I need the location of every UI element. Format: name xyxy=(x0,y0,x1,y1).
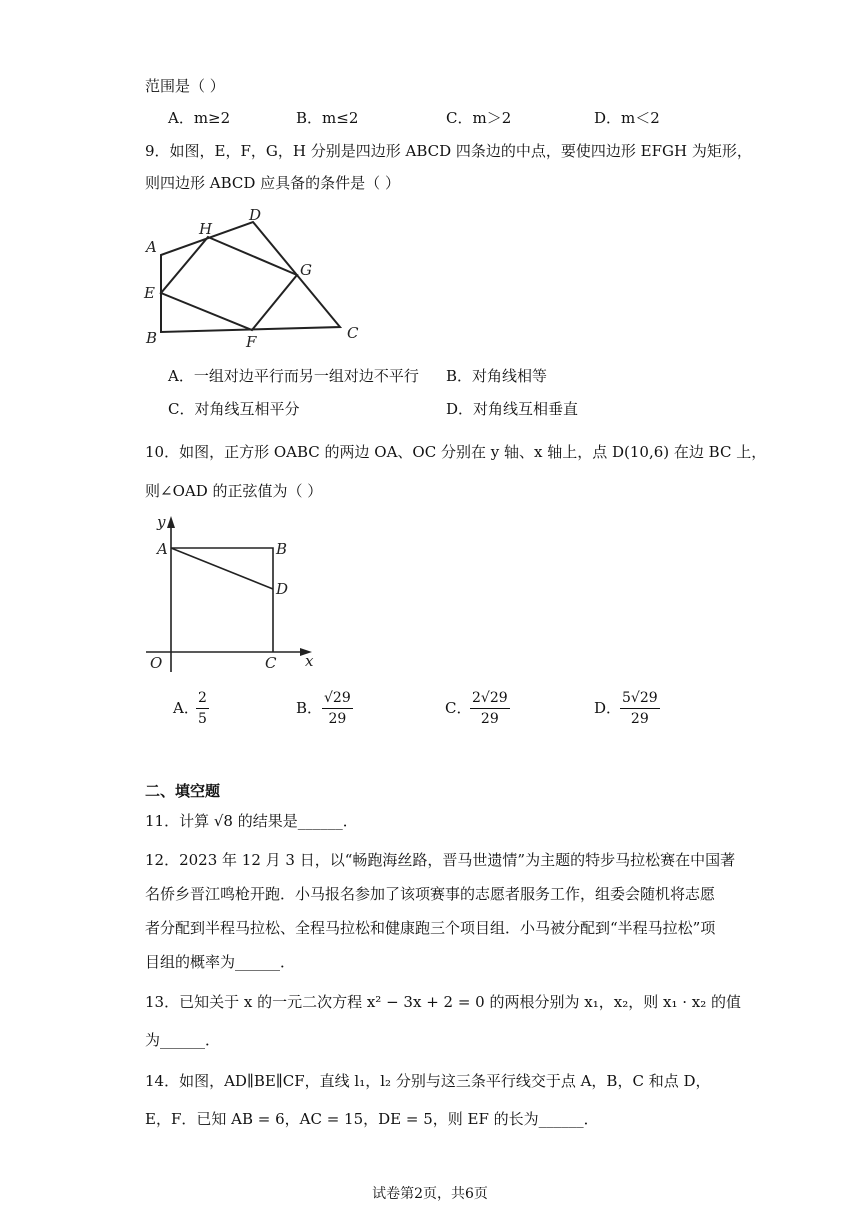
q12-stem-line4: 目组的概率为______． xyxy=(145,953,296,971)
section-title-fill-in: 二、填空题 xyxy=(145,782,221,800)
q9-quadrilateral-figure xyxy=(140,204,370,354)
q8-option-a[interactable]: A．m≥2 xyxy=(168,109,231,127)
q10-option-d-fraction xyxy=(620,688,660,729)
q9-option-b[interactable]: B．对角线相等 xyxy=(446,367,548,385)
q12-stem-line3: 者分配到半程马拉松、全程马拉松和健康跑三个项目组．小马被分配到“半程马拉松”项 xyxy=(145,919,716,937)
q10-label-b: B xyxy=(276,540,288,558)
q10-option-c-fraction xyxy=(470,688,510,729)
q13-stem-line1: 13．已知关于 x 的一元二次方程 x² − 3x + 2 = 0 的两根分别为 x₁，x₂，则 x₁ · x₂ 的值 xyxy=(145,993,741,1011)
q10-label-y: y xyxy=(157,513,166,531)
q10-stem-line1: 10．如图，正方形 OABC 的两边 OA、OC 分别在 y 轴、x 轴上，点 D(10,6) 在边 BC 上， xyxy=(145,443,767,461)
q14-stem-line1: 14．如图，AD∥BE∥CF，直线 l₁，l₂ 分别与这三条平行线交于点 A，B，C 和点 D， xyxy=(145,1072,711,1090)
q9-stem-line1: 9．如图，E，F，G，H 分别是四边形 ABCD 四条边的中点，要使四边形 EFGH 为矩形， xyxy=(145,142,752,160)
q10-option-b-letter[interactable]: B． xyxy=(296,699,323,717)
q9-label-d: D xyxy=(249,206,262,224)
q10-option-a-fraction xyxy=(196,688,209,729)
q9-option-a[interactable]: A．一组对边平行而另一组对边不平行 xyxy=(168,367,419,385)
q9-label-h: H xyxy=(199,220,213,238)
q10-option-b-den: 29 xyxy=(328,711,347,727)
q10-label-c: C xyxy=(265,654,277,672)
q10-option-d-letter[interactable]: D． xyxy=(594,699,622,717)
q10-square-figure xyxy=(140,510,320,675)
q10-option-a-letter[interactable]: A． xyxy=(173,699,199,717)
q9-label-f: F xyxy=(246,333,257,351)
q8-option-d[interactable]: D．m＜2 xyxy=(594,109,660,127)
q10-label-d: D xyxy=(276,580,289,598)
q10-option-a-num: 2 xyxy=(196,688,209,709)
q8-option-b[interactable]: B．m≤2 xyxy=(296,109,359,127)
q9-label-c: C xyxy=(347,324,359,342)
q9-label-a: A xyxy=(146,238,157,256)
q12-stem-line2: 名侨乡晋江鸣枪开跑．小马报名参加了该项赛事的志愿者服务工作，组委会随机将志愿 xyxy=(145,885,716,903)
q10-option-d-num: 5√29 xyxy=(620,688,660,709)
q11-stem: 11．计算 √8 的结果是______． xyxy=(145,812,358,830)
q13-stem-line2: 为______． xyxy=(145,1031,221,1049)
q14-stem-line2: E，F．已知 AB = 6，AC = 15，DE = 5，则 EF 的长为______． xyxy=(145,1110,599,1128)
q10-option-c-letter[interactable]: C． xyxy=(445,699,472,717)
q9-option-d[interactable]: D．对角线互相垂直 xyxy=(446,400,579,418)
q10-option-a-den: 5 xyxy=(198,711,207,727)
q10-label-x: x xyxy=(305,652,314,670)
q9-option-c[interactable]: C．对角线互相平分 xyxy=(168,400,300,418)
q10-label-o: O xyxy=(150,654,163,672)
q9-label-e: E xyxy=(144,284,155,302)
q9-label-b: B xyxy=(146,329,158,347)
q10-label-a: A xyxy=(157,540,168,558)
q8-option-c[interactable]: C．m＞2 xyxy=(446,109,512,127)
q10-option-d-den: 29 xyxy=(630,711,649,727)
q10-option-c-num: 2√29 xyxy=(470,688,510,709)
q12-stem-line1: 12．2023 年 12 月 3 日，以“畅跑海丝路，晋马世遗情”为主题的特步马拉松赛在中国著 xyxy=(145,851,736,869)
q8-tail: 范围是（ ） xyxy=(145,77,225,95)
q9-label-g: G xyxy=(300,261,312,279)
q10-option-b-fraction xyxy=(322,688,353,729)
q10-stem-line2: 则∠OAD 的正弦值为（ ） xyxy=(145,482,323,500)
q10-option-c-den: 29 xyxy=(480,711,499,727)
q10-option-b-num: √29 xyxy=(322,688,353,709)
page-footer: 试卷第2页，共6页 xyxy=(372,1186,488,1202)
q9-stem-line2: 则四边形 ABCD 应具备的条件是（ ） xyxy=(145,174,400,192)
